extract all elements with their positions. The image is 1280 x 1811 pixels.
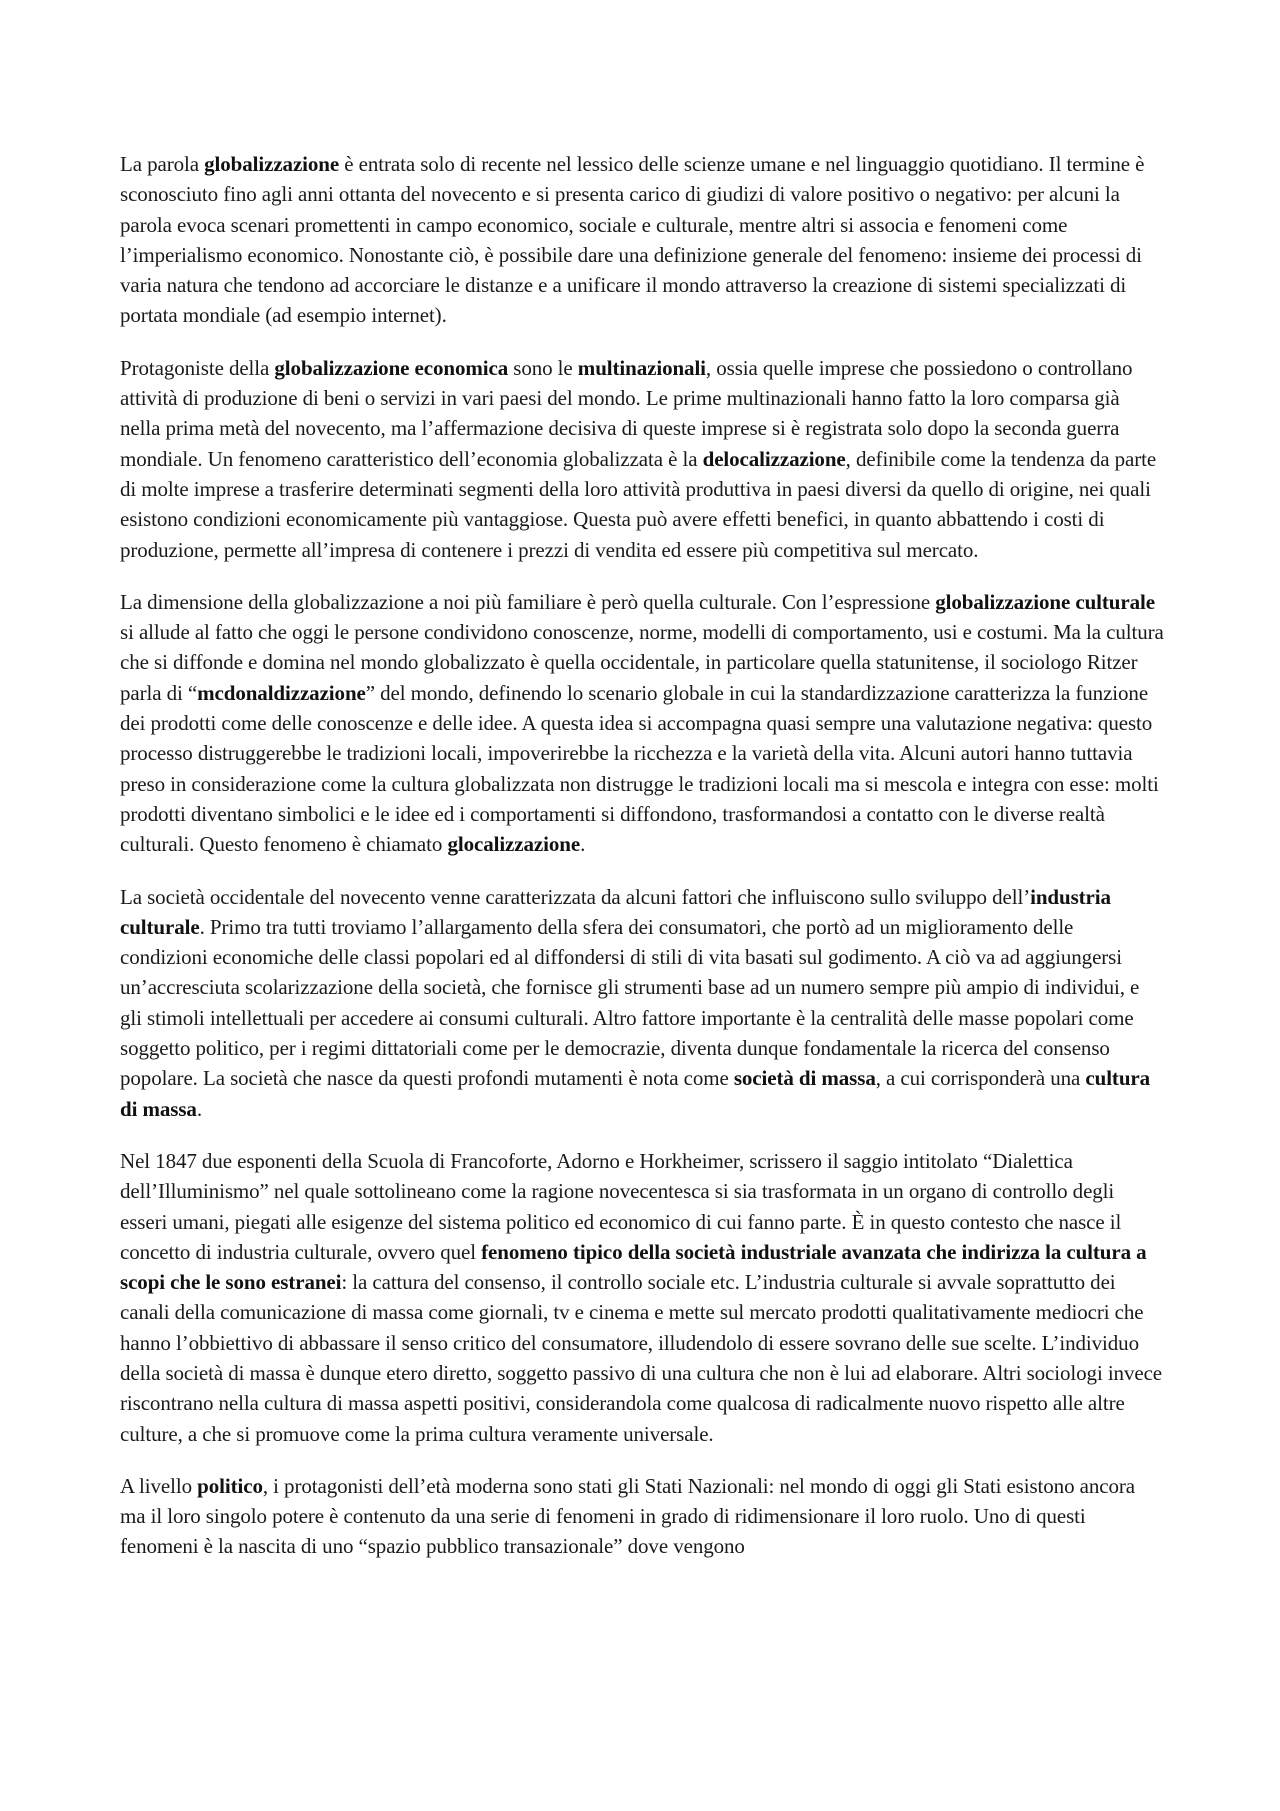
text-run: Nel 1847 due esponenti della Scuola di Francoforte, Adorno e Horkheimer, scrissero il saggio intitolato “Dialettica dell’Illuminismo” nel quale sottolineano come la ragione novecentesca si sia trasformata in un organo di controllo degli esseri umani, piegati alle esigenze del sistema politico ed economico di cui fanno parte. È in questo contesto che nasce il concetto di industria culturale, ovvero quel: [120, 1148, 1122, 1264]
bold-term: politico: [197, 1473, 263, 1498]
text-run: A livello: [120, 1473, 198, 1498]
paragraph-globalizzazione-culturale: [120, 587, 1165, 860]
text-run: Protagoniste della: [120, 355, 275, 380]
text-run: La dimensione della globalizzazione a noi più familiare è però quella culturale. Con l’espressione: [120, 589, 936, 614]
bold-term: società di massa: [733, 1066, 876, 1091]
text-run: si allude al fatto che oggi le persone condividono conoscenze, norme, modelli di comportamento, usi e costumi. Ma la cultura che si diffonde e domina nel mondo globalizzato è quella occidentale, in particolare quella statunitense, il sociologo Ritzer parla di “: [120, 620, 1164, 705]
text-run: .: [580, 832, 586, 857]
bold-term: mcdonaldizzazione: [197, 680, 366, 705]
bold-term: globalizzazione: [204, 152, 340, 176]
text-run: ” del mondo, definendo lo scenario globale in cui la standardizzazione caratterizza la funzione dei prodotti come delle conoscenze e delle idee. A questa idea si accompagna quasi sempre una valutazione negativa: questo processo distruggerebbe le tradizioni locali, impoverirebbe la ricchezza e la varietà della vita. Alcuni autori hanno tuttavia preso in considerazione come la cultura globalizzata non distrugge le tradizioni locali ma si mescola e integra con esse: molti prodotti diventano simbolici e le idee ed i comportamenti si diffondono, trasformandosi a contatto con le diverse realtà culturali. Questo fenomeno è chiamato: [120, 680, 1159, 857]
paragraph-industria-culturale: [120, 882, 1165, 1124]
text-run: .: [196, 1096, 202, 1121]
bold-term: industria culturale: [120, 884, 1111, 939]
text-run: La società occidentale del novecento venne caratterizzata da alcuni fattori che influiscono sullo sviluppo dell’: [120, 884, 1031, 909]
bold-term: fenomeno tipico della società industriale avanzata che indirizza la cultura a scopi che le sono estranei: [120, 1239, 1147, 1295]
text-run: La parola: [120, 152, 205, 176]
text-run: è entrata solo di recente nel lessico delle scienze umane e nel linguaggio quotidiano. Il termine è sconosciuto fino agli anni ottanta del novecento e si presenta carico di giudizi di valore positivo o negativo: per alcuni la parola evoca scenari promettenti in campo economico, sociale e culturale, mentre altri si associa e fenomeni come l’imperialismo economico. Nonostante ciò, è possibile dare una definizione generale del fenomeno: insieme dei processi di varia natura che tendono ad accorciare le distanze e a unificare il mondo attraverso la creazione di sistemi specializzati di portata mondiale (ad esempio internet).: [120, 152, 1145, 328]
bold-term: cultura di massa: [120, 1066, 1151, 1121]
text-run: , ossia quelle imprese che possiedono o controllano attività di produzione di beni o servizi in vari paesi del mondo. Le prime multinazionali hanno fatto la loro comparsa già nella prima metà del novecento, ma l’affermazione decisiva di queste imprese si è registrata solo dopo la seconda guerra mondiale. Un fenomeno caratteristico dell’economia globalizzata è la: [120, 355, 1133, 471]
bold-term: multinazionali: [577, 355, 706, 380]
bold-term: delocalizzazione: [702, 446, 846, 471]
paragraph-scuola-francoforte: [120, 1146, 1165, 1449]
text-run: sono le: [508, 355, 578, 380]
text-run: . Primo tra tutti troviamo l’allargamento della sfera dei consumatori, che portò ad un miglioramento delle condizioni economiche delle classi popolari ed al diffondersi di stili di vita basati sul godimento. A ciò va ad aggiungersi un’accresciuta scolarizzazione della società, che fornisce gli strumenti base ad un numero sempre più ampio di individui, e gli stimoli intellettuali per accedere ai consumi culturali. Altro fattore importante è la centralità delle masse popolari come soggetto politico, per i regimi dittatoriali come per le democrazie, diventa dunque fondamentale la ricerca del consenso popolare. La società che nasce da questi profondi mutamenti è nota come: [120, 914, 1140, 1091]
document-body: [120, 149, 1165, 1584]
text-run: , i protagonisti dell’età moderna sono stati gli Stati Nazionali: nel mondo di oggi gli Stati esistono ancora ma il loro singolo potere è contenuto da una serie di fenomeni in grado di ridimensionare il loro ruolo. Uno di questi fenomeni è la nascita di uno “spazio pubblico transazionale” dove vengono: [120, 1473, 1135, 1559]
paragraph-globalizzazione: [120, 149, 1165, 331]
text-run: , a cui corrisponderà una: [875, 1066, 1086, 1091]
paragraph-globalizzazione-economica: [120, 353, 1165, 565]
bold-term: globalizzazione culturale: [935, 589, 1155, 614]
text-run: , definibile come la tendenza da parte di molte imprese a trasferire determinati segmenti della loro attività produttiva in paesi diversi da quello di origine, nei quali esistono condizioni economicamente più vantaggiose. Questa può avere effetti benefici, in quanto abbattendo i costi di produzione, permette all’impresa di contenere i prezzi di vendita ed essere più competitiva sul mercato.: [120, 446, 1157, 562]
bold-term: globalizzazione economica: [274, 355, 509, 380]
bold-term: glocalizzazione: [447, 832, 581, 857]
text-run: : la cattura del consenso, il controllo sociale etc. L’industria culturale si avvale soprattutto dei canali della comunicazione di massa come giornali, tv e cinema e mette sul mercato prodotti qualitativamente mediocri che hanno l’obbiettivo di abbassare il senso critico del consumatore, illudendolo di essere sovrano delle sue scelte. L’individuo della società di massa è dunque etero diretto, soggetto passivo di una cultura che non è lui ad elaborare. Altri sociologi invece riscontrano nella cultura di massa aspetti positivi, considerandola come qualcosa di radicalmente nuovo rispetto alle altre culture, a che si promuove come la prima cultura veramente universale.: [120, 1270, 1163, 1446]
paragraph-livello-politico: [120, 1471, 1165, 1562]
